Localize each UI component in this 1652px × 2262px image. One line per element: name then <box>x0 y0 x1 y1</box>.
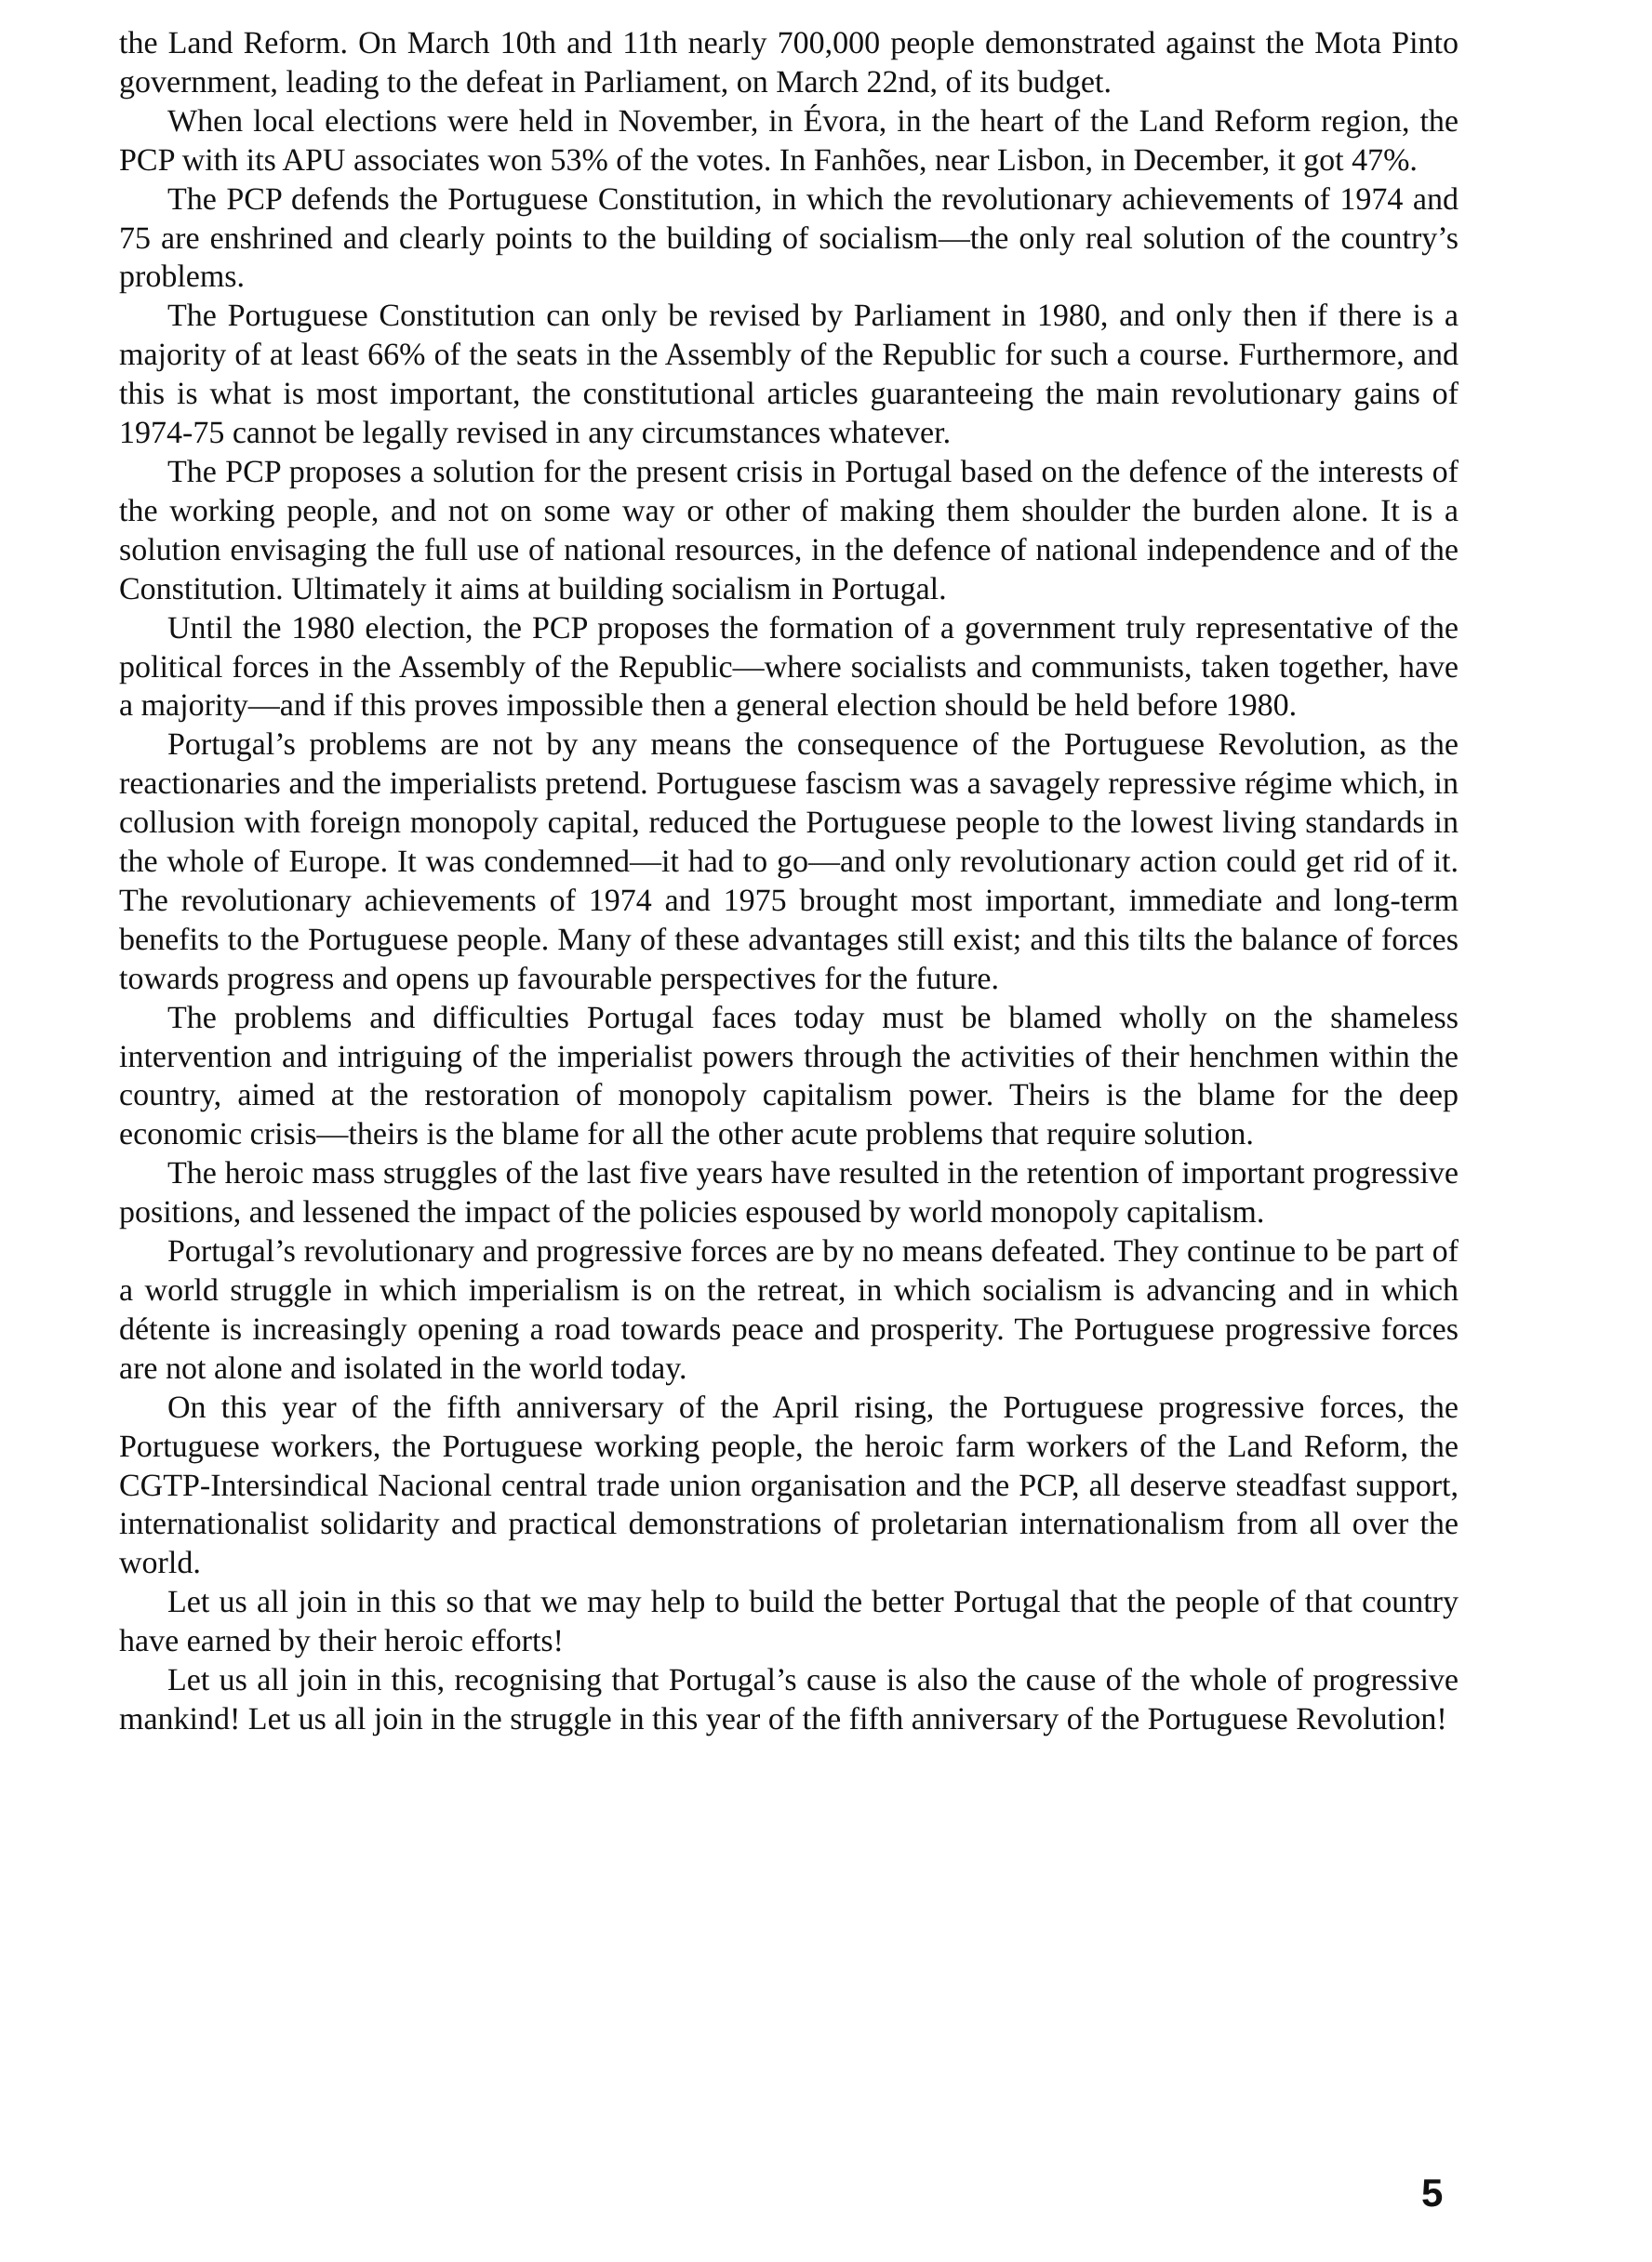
paragraph-join-struggle: Let us all join in this, recognising that Portugal’s cause is also the cause of the whole of progressive mankind! Let us all join in the struggle in this year of the fifth anniversary of the Portuguese Revolution! <box>119 1663 1459 1736</box>
document-body <box>119 24 1459 1739</box>
page-number: 5 <box>1421 2171 1444 2215</box>
paragraph-imperialist-blame: The problems and difficulties Portugal faces today must be blamed wholly on the shameless intervention and intriguing of the imperialist powers through the activities of their henchmen within the country, aimed at the restoration of monopoly capitalism power. Theirs is the blame for the deep economic crisis—theirs is the blame for all the other acute problems that require solution. <box>119 1000 1459 1152</box>
paragraph-problems-origin: Portugal’s problems are not by any means the consequence of the Portuguese Revolution, as the reactionaries and the imperialists pretend. Portuguese fascism was a savagely repressive régime which, in collusion with foreign monopoly capital, reduced the Portuguese people to the lowest living standards in the whole of Europe. It was condemned—it had to go—and only revolutionary action could get rid of it. The revolutionary achievements of 1974 and 1975 brought most important, immediate and long-term benefits to the Portuguese people. Many of these advantages still exist; and this tilts the balance of forces towards progress and opens up favourable perspectives for the future. <box>119 727 1459 996</box>
paragraph-crisis-solution: The PCP proposes a solution for the present crisis in Portugal based on the defence of the interests of the working people, and not on some way or other of making them shoulder the burden alone. It is a solution envisaging the full use of national resources, in the defence of national independence and of the Constitution. Ultimately it aims at building socialism in Portugal. <box>119 454 1459 606</box>
paragraph-land-reform-continued: the Land Reform. On March 10th and 11th nearly 700,000 people demonstrated against the Mota Pinto government, leading to the defeat in Parliament, on March 22nd, of its budget. <box>119 26 1459 100</box>
paragraph-anniversary-support: On this year of the fifth anniversary of the April rising, the Portuguese progressive forces, the Portuguese workers, the Portuguese working people, the heroic farm workers of the Land Reform, the CGTP-Intersindical Nacional central trade union organisation and the PCP, all deserve steadfast support, internationalist solidarity and practical demonstrations of proletarian internationalism from all over the world. <box>119 1390 1459 1581</box>
paragraph-mass-struggles: The heroic mass struggles of the last five years have resulted in the retention of important progressive positions, and lessened the impact of the policies espoused by world monopoly capitalism. <box>119 1156 1459 1231</box>
paragraph-join-better-portugal: Let us all join in this so that we may help to build the better Portugal that the people of that country have earned by their heroic efforts! <box>119 1585 1459 1659</box>
paragraph-constitution-revision: The Portuguese Constitution can only be revised by Parliament in 1980, and only then if there is a majority of at least 66% of the seats in the Assembly of the Republic for such a course. Furthermore, and this is what is most important, the constitutional articles guaranteeing the main revolutionary gains of 1974-75 cannot be legally revised in any circumstances whatever. <box>119 299 1459 451</box>
paragraph-forces-not-defeated: Portugal’s revolutionary and progressive forces are by no means defeated. They continue to be part of a world struggle in which imperialism is on the retreat, in which socialism is advancing and in which détente is increasingly opening a road towards peace and prosperity. The Portuguese progressive forces are not alone and isolated in the world today. <box>119 1234 1459 1386</box>
paragraph-local-elections: When local elections were held in November, in Évora, in the heart of the Land Reform region, the PCP with its APU associates won 53% of the votes. In Fanhões, near Lisbon, in December, it got 47%. <box>119 103 1459 178</box>
paragraph-government-proposal: Until the 1980 election, the PCP proposes the formation of a government truly representative of the political forces in the Assembly of the Republic—where socialists and communists, taken together, have a majority—and if this proves impossible then a general election should be held before 1980. <box>119 610 1459 724</box>
paragraph-constitution-defence: The PCP defends the Portuguese Constitution, in which the revolutionary achievements of 1974 and 75 are enshrined and clearly points to the building of socialism—the only real solution of the country’s problems. <box>119 181 1459 295</box>
